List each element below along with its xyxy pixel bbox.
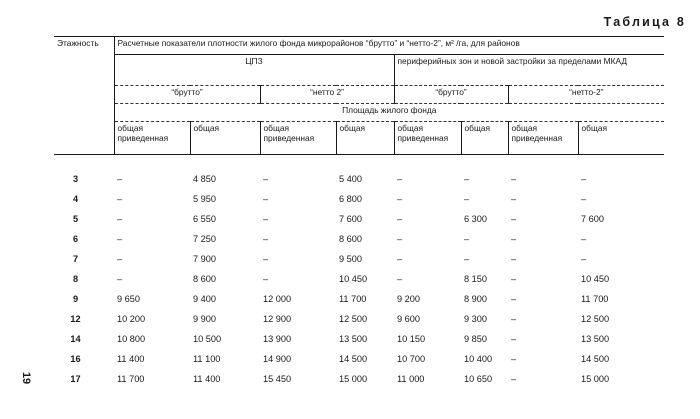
value-cell: –	[117, 214, 123, 224]
value-cell: –	[263, 194, 269, 204]
value-cell: –	[464, 254, 470, 264]
value-cell: 9 200	[397, 294, 420, 304]
cpz-header: ЦПЗ	[114, 55, 394, 86]
col-header-reduced: общая приведенная	[394, 122, 461, 155]
value-cell: 5 950	[193, 194, 216, 204]
floor-cell: 14	[70, 334, 81, 344]
value-cell: –	[511, 274, 517, 284]
value-cell: 7 900	[193, 254, 216, 264]
value-cell: 10 150	[397, 334, 426, 344]
value-cell: 9 850	[464, 334, 487, 344]
col-header-reduced: общая приведенная	[508, 122, 578, 155]
table-row	[54, 369, 664, 389]
col-header-total: общая	[190, 122, 260, 155]
value-cell: 10 650	[464, 374, 493, 384]
value-cell: 10 700	[397, 354, 426, 364]
value-cell: –	[397, 254, 403, 264]
floor-cell: 8	[72, 274, 79, 284]
value-cell: 11 700	[117, 374, 145, 384]
value-cell: 12 000	[263, 294, 292, 304]
value-cell: 14 500	[339, 354, 368, 364]
floor-cell: 9	[72, 294, 79, 304]
value-cell: 13 500	[581, 334, 610, 344]
value-cell: –	[581, 174, 587, 184]
value-cell: 10 500	[193, 334, 222, 344]
value-cell: 9 600	[397, 314, 420, 324]
value-cell: 10 450	[581, 274, 610, 284]
page-number: 19	[20, 371, 33, 385]
value-cell: 9 900	[193, 314, 216, 324]
value-cell: –	[511, 214, 517, 224]
value-cell: 11 400	[117, 354, 145, 364]
value-cell: –	[464, 194, 470, 204]
value-cell: –	[511, 314, 517, 324]
value-cell: –	[263, 274, 269, 284]
floor-cell: 7	[72, 254, 79, 264]
value-cell: –	[263, 254, 269, 264]
value-cell: –	[511, 254, 517, 264]
floor-cell: 4	[72, 194, 79, 204]
col-header-reduced: общая приведенная	[114, 122, 190, 155]
col-header-total: общая	[461, 122, 508, 155]
value-cell: 10 200	[117, 314, 146, 324]
floor-cell: 12	[70, 314, 81, 324]
density-table	[54, 36, 664, 389]
col-header-total: общая	[578, 122, 664, 155]
cpz-netto-header: “нетто 2”	[260, 86, 394, 104]
value-cell: 11 100	[193, 354, 221, 364]
value-cell: 9 300	[464, 314, 487, 324]
value-cell: –	[397, 174, 403, 184]
col-header-total: общая	[336, 122, 394, 155]
value-cell: 15 450	[263, 374, 292, 384]
table-row	[54, 189, 664, 209]
value-cell: –	[397, 214, 403, 224]
value-cell: 15 000	[339, 374, 368, 384]
floors-header: Этажность	[54, 37, 114, 155]
value-cell: 7 600	[581, 214, 604, 224]
value-cell: 5 400	[339, 174, 362, 184]
value-cell: 9 650	[117, 294, 140, 304]
main-title-header: Расчетные показатели плотности жилого фонда микрорайонов “брутто” и “нетто-2”, м² /га, для районов	[114, 37, 664, 55]
value-cell: –	[263, 214, 269, 224]
periphery-netto-header: “нетто-2”	[508, 86, 664, 104]
value-cell: –	[581, 254, 587, 264]
value-cell: 9 500	[339, 254, 362, 264]
table-row	[54, 309, 664, 329]
value-cell: 14 900	[263, 354, 292, 364]
table-row	[54, 249, 664, 269]
value-cell: 10 450	[339, 274, 368, 284]
value-cell: –	[511, 194, 517, 204]
col-header-reduced: общая приведенная	[260, 122, 336, 155]
table-body	[54, 155, 664, 390]
value-cell: –	[117, 234, 123, 244]
value-cell: 8 600	[193, 274, 216, 284]
value-cell: 11 400	[193, 374, 221, 384]
value-cell: 12 500	[339, 314, 368, 324]
floor-cell: 3	[72, 174, 79, 184]
value-cell: 14 500	[581, 354, 610, 364]
floor-cell: 5	[72, 214, 79, 224]
value-cell: 13 500	[339, 334, 368, 344]
value-cell: 12 900	[263, 314, 292, 324]
value-cell: –	[511, 354, 517, 364]
value-cell: 4 850	[193, 174, 216, 184]
value-cell: 9 400	[193, 294, 216, 304]
table-row	[54, 329, 664, 349]
table-row	[54, 229, 664, 249]
value-cell: –	[117, 174, 123, 184]
value-cell: 7 250	[193, 234, 216, 244]
value-cell: 11 000	[397, 374, 425, 384]
cpz-brutto-header: “брутто”	[114, 86, 260, 104]
value-cell: 10 400	[464, 354, 493, 364]
value-cell: –	[397, 194, 403, 204]
value-cell: –	[464, 234, 470, 244]
table-row	[54, 269, 664, 289]
value-cell: 8 600	[339, 234, 362, 244]
value-cell: –	[464, 174, 470, 184]
value-cell: –	[397, 234, 403, 244]
value-cell: –	[117, 254, 123, 264]
value-cell: –	[397, 274, 403, 284]
table-row	[54, 209, 664, 229]
value-cell: 6 800	[339, 194, 362, 204]
value-cell: 6 300	[464, 214, 487, 224]
value-cell: –	[581, 194, 587, 204]
periphery-header: периферийных зон и новой застройки за пределами МКАД	[394, 55, 664, 86]
value-cell: –	[117, 194, 123, 204]
value-cell: –	[511, 234, 517, 244]
value-cell: 11 700	[581, 294, 609, 304]
value-cell: 12 500	[581, 314, 610, 324]
value-cell: 13 900	[263, 334, 292, 344]
table-row	[54, 289, 664, 309]
floor-cell: 6	[72, 234, 79, 244]
value-cell: –	[117, 274, 123, 284]
value-cell: –	[511, 294, 517, 304]
value-cell: 8 150	[464, 274, 487, 284]
value-cell: 7 600	[339, 214, 362, 224]
table-caption: Таблица 8	[603, 15, 686, 29]
value-cell: –	[263, 174, 269, 184]
value-cell: 11 700	[339, 294, 367, 304]
value-cell: –	[263, 234, 269, 244]
value-cell: 8 900	[464, 294, 487, 304]
floor-cell: 17	[70, 374, 81, 384]
floor-cell: 16	[70, 354, 81, 364]
periphery-brutto-header: “брутто”	[394, 86, 508, 104]
value-cell: 6 550	[193, 214, 216, 224]
table-row	[54, 155, 664, 190]
value-cell: –	[581, 234, 587, 244]
value-cell: –	[511, 174, 517, 184]
value-cell: –	[511, 334, 517, 344]
value-cell: 15 000	[581, 374, 610, 384]
table-row	[54, 349, 664, 369]
area-header: Площадь жилого фонда	[114, 104, 664, 122]
value-cell: 10 800	[117, 334, 146, 344]
value-cell: –	[511, 374, 517, 384]
